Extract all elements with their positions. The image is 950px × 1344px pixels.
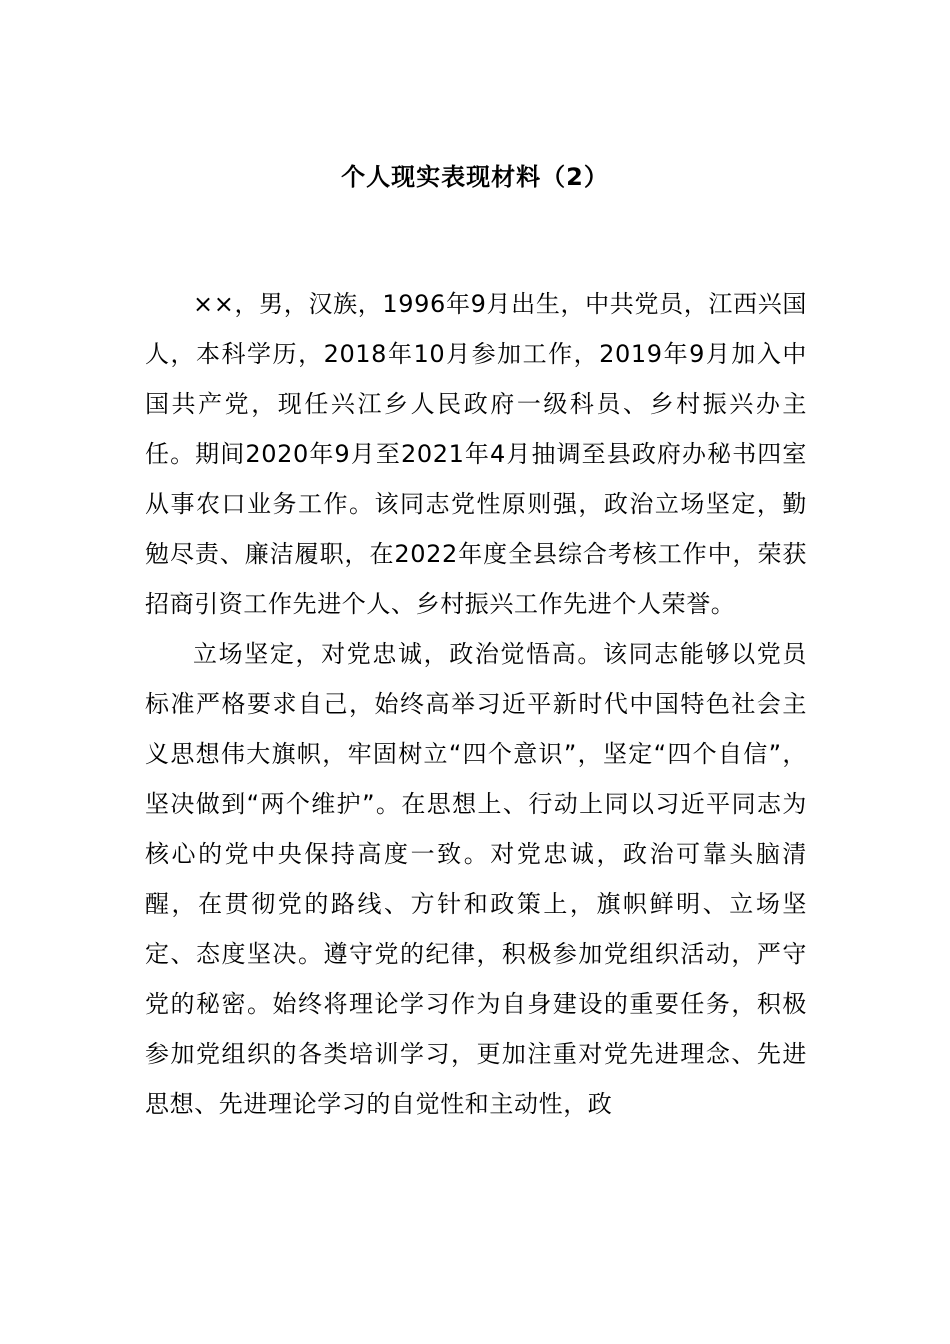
document-title: 个人现实表现材料（2）	[341, 163, 609, 191]
paragraph-political-stance: 立场坚定，对党忠诚，政治觉悟高。该同志能够以党员标准严格要求自己，始终高举习近平新时代中国特色社会主义思想伟大旗帜，牢固树立“四个意识”，坚定“四个自信”，坚决做到“两个维护”。在思想上、行动上同以习近平同志为核心的党中央保持高度一致。对党忠诚，政治可靠头脑清醒，在贯彻党的路线、方针和政策上，旗帜鲜明、立场坚定、态度坚决。遵守党的纪律，积极参加党组织活动，严守党的秘密。始终将理论学习作为自身建设的重要任务，积极参加党组织的各类培训学习，更加注重对党先进理念、先进思想、先进理论学习的自觉性和主动性，政	[145, 640, 807, 1118]
paragraph-profile: ××，男，汉族，1996年9月出生，中共党员，江西兴国人，本科学历，2018年10月参加工作，2019年9月加入中国共产党，现任兴江乡人民政府一级科员、乡村振兴办主任。期间2020年9月至2021年4月抽调至县政府办秘书四室从事农口业务工作。该同志党性原则强，政治立场坚定，勤勉尽责、廉洁履职，在2022年度全县综合考核工作中，荣获招商引资工作先进个人、乡村振兴工作先进个人荣誉。	[145, 290, 807, 618]
document-body	[145, 279, 807, 1129]
